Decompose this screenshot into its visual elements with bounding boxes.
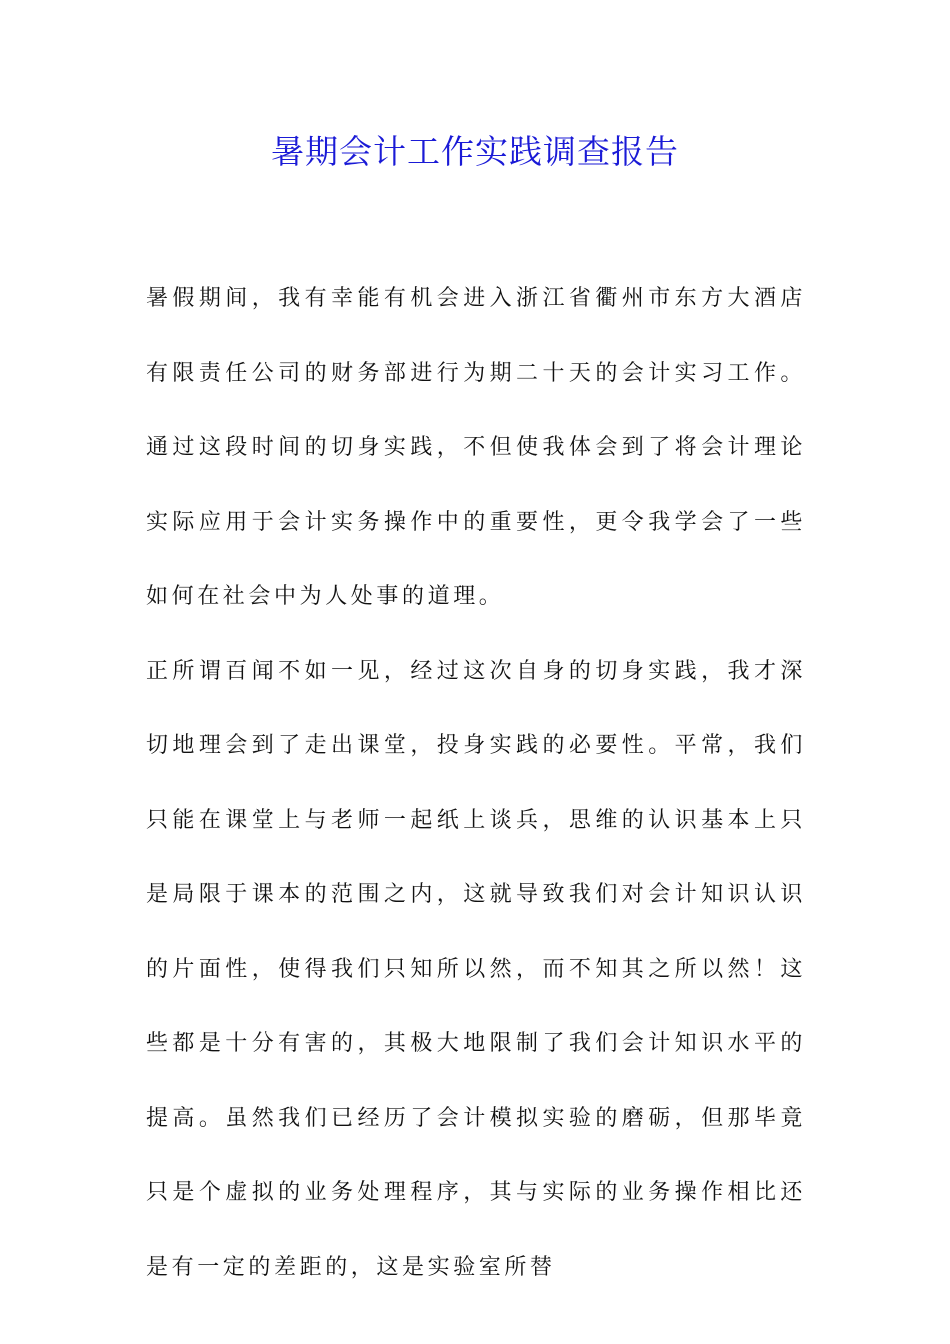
document-title: 暑期会计工作实践调查报告 xyxy=(271,132,679,171)
paragraph-1: 暑假期间，我有幸能有机会进入浙江省衢州市东方大酒店有限责任公司的财务部进行为期二十天的会计实习工作。通过这段时间的切身实践，不但使我体会到了将会计理论实际应用于会计实务操作中的重要性，更令我学会了一些如何在社会中为人处事的道理。 xyxy=(146,286,806,609)
paragraph-2: 正所谓百闻不如一见，经过这次自身的切身实践，我才深切地理会到了走出课堂，投身实践的必要性。平常，我们只能在课堂上与老师一起纸上谈兵，思维的认识基本上只是局限于课本的范围之内，这就导致我们对会计知识认识的片面性，使得我们只知所以然，而不知其之所以然！这些都是十分有害的，其极大地限制了我们会计知识水平的提高。虽然我们已经历了会计模拟实验的磨砺，但那毕竟只是个虚拟的业务处理程序，其与实际的业务操作相比还是有一定的差距的，这是实验室所替 xyxy=(146,658,806,1280)
document-body xyxy=(146,262,806,1305)
